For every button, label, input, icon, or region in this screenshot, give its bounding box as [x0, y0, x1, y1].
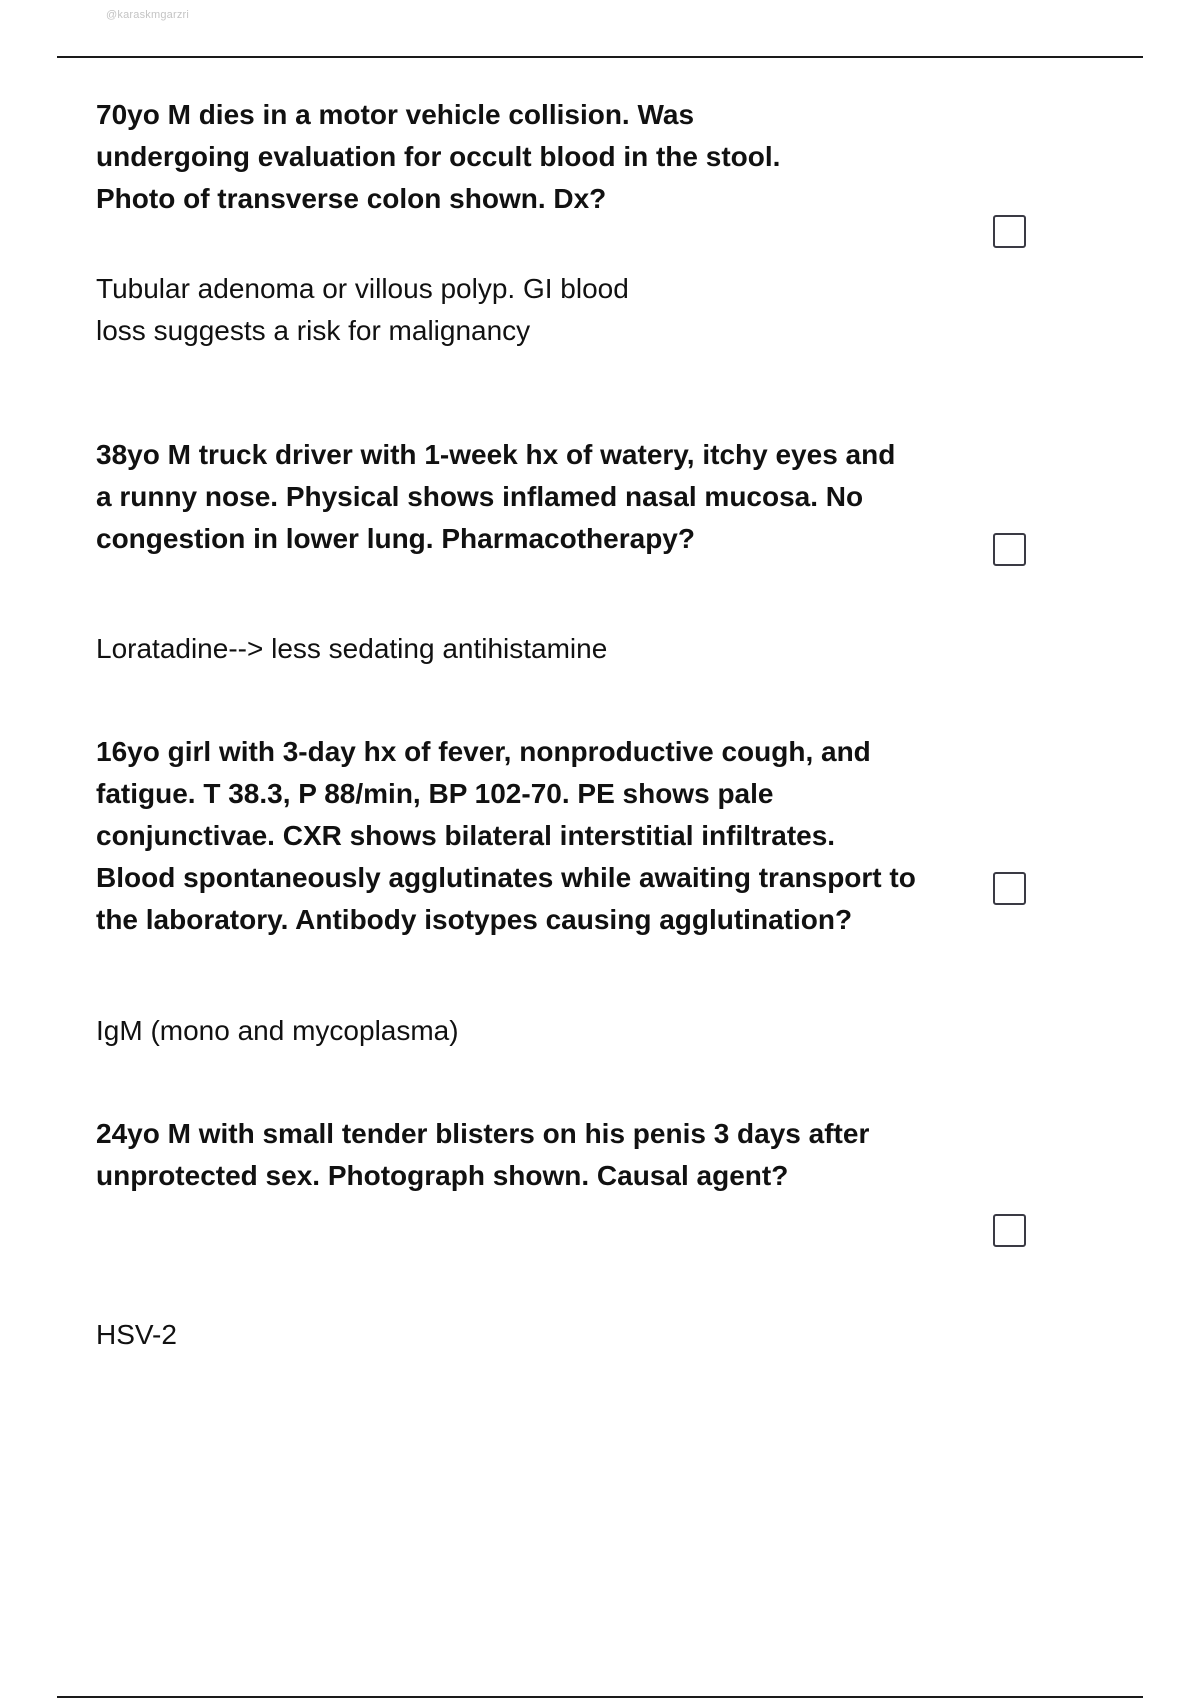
question-text: 24yo M with small tender blisters on his penis 3 days after unprotected sex. Photograph shown. Causal agent? — [96, 1118, 870, 1191]
card-checkbox[interactable] — [993, 215, 1026, 248]
answer-text: HSV-2 — [96, 1319, 177, 1350]
question-text: 38yo M truck driver with 1-week hx of watery, itchy eyes and a runny nose. Physical shows inflamed nasal mucosa. No congestion in lower lung. Pharmacotherapy? — [96, 439, 896, 554]
card-checkbox[interactable] — [993, 533, 1026, 566]
watermark: @karaskmgarzri — [106, 9, 190, 21]
card-checkbox[interactable] — [993, 872, 1026, 905]
card-checkbox[interactable] — [993, 1214, 1026, 1247]
answer-text: IgM (mono and mycoplasma) — [96, 1015, 459, 1046]
question-text: 16yo girl with 3-day hx of fever, nonproductive cough, and fatigue. T 38.3, P 88/min, BP 102-70. PE shows pale conjunctivae. CXR shows bilateral interstitial infiltrates. Blood spontaneously agglutinates while awaiting transport to the laboratory. Antibody isotypes causing agglutination? — [96, 736, 916, 935]
answer-text: Loratadine--> less sedating antihistamine — [96, 633, 608, 664]
top-divider — [57, 56, 1143, 58]
bottom-divider — [57, 1696, 1143, 1698]
answer-text: Tubular adenoma or villous polyp. GI blood loss suggests a risk for malignancy — [96, 273, 629, 346]
question-text: 70yo M dies in a motor vehicle collision. Was undergoing evaluation for occult blood in the stool. Photo of transverse colon shown. Dx? — [96, 99, 781, 214]
